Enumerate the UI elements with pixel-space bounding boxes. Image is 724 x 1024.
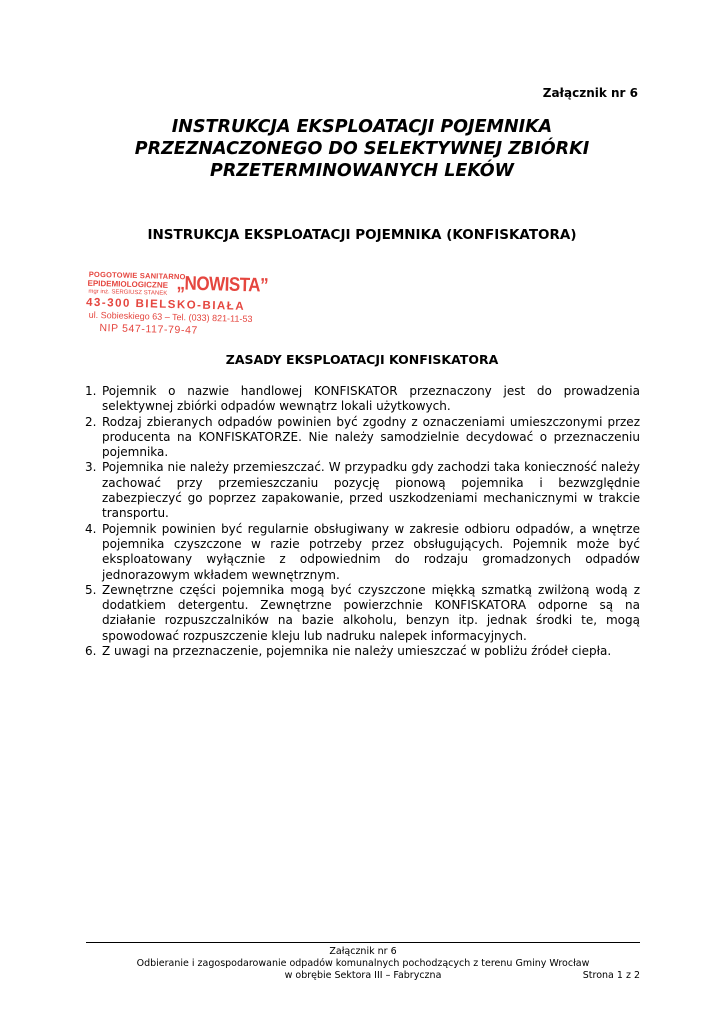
- list-item-text: Rodzaj zbieranych odpadów powinien być zgodny z oznaczeniami umieszczonymi przez producenta na KONFISKATORZE. Nie należy samodzielnie decydować o przeznaczeniu pojemnika.: [102, 414, 640, 460]
- attachment-label: Załącznik nr 6: [542, 86, 638, 100]
- document-title: [80, 116, 644, 182]
- title-line-2: PRZEZNACZONEGO DO SELEKTYWNEJ ZBIÓRKI: [134, 139, 590, 159]
- stamp-brand: „NOWISTA”: [176, 272, 269, 297]
- stamp-line-5: ul. Sobieskiego 63 – Tel. (033) 821-11-53: [88, 309, 253, 325]
- footer-line-1: Załącznik nr 6: [329, 946, 397, 957]
- list-item: [85, 415, 640, 461]
- list-item-text: Pojemnik powinien być regularnie obsługiwany w zakresie odbioru odpadów, a wnętrze pojemnika czyszczone w razie potrzeby przez obsługujących. Pojemnik może być eksploatowany wyłącznie z odpowiednim do rodzaju gromadzonych odpadów jednorazowym wkładem wewnętrznym.: [102, 521, 640, 582]
- list-item-number: 1.: [85, 384, 97, 398]
- page-number: Strona 1 z 2: [582, 970, 640, 981]
- title-line-1: INSTRUKCJA EKSPLOATACJI POJEMNIKA: [171, 117, 553, 137]
- list-item-text: Z uwagi na przeznaczenie, pojemnika nie należy umieszczać w pobliżu źródeł ciepła.: [102, 644, 612, 659]
- stamp-line-4: 43-300 BIELSKO-BIAŁA: [85, 296, 246, 313]
- document-subtitle: INSTRUKCJA EKSPLOATACJI POJEMNIKA (KONFISKATORA): [147, 227, 577, 243]
- footer-line-3: w obrębie Sektora III – Fabryczna: [284, 970, 442, 981]
- stamp-line-6: NIP 547-117-79-47: [99, 322, 199, 337]
- section-title: ZASADY EKSPLOATACJI KONFISKATORA: [225, 352, 499, 367]
- list-item: [85, 384, 640, 415]
- list-item-text: Pojemnik o nazwie handlowej KONFISKATOR przeznaczony jest do prowadzenia selektywnej zbiórki odpadów wewnątrz lokali użytkowych.: [102, 384, 640, 414]
- title-line-3: PRZETERMINOWANYCH LEKÓW: [210, 161, 514, 181]
- list-item: [85, 644, 640, 659]
- list-item: [85, 522, 640, 583]
- list-item-text: Pojemnika nie należy przemieszczać. W przypadku gdy zachodzi taka konieczność należy zachować przy przemieszczaniu pozycję pionową pojemnika i bezwzględnie zabezpieczyć go poprzez zapakowanie, przed uszkodzeniami mechanicznymi w trakcie transportu.: [102, 460, 640, 521]
- page-footer: [86, 946, 640, 982]
- footer-line-2: Odbieranie i zagospodarowanie odpadów komunalnych pochodzących z terenu Gminy Wrocław: [136, 958, 590, 969]
- company-stamp: [85, 269, 269, 343]
- rules-list: [85, 384, 640, 659]
- stamp-line-3: mgr inż. SERGIUSZ STANEK: [88, 288, 168, 297]
- stamp-line-2: EPIDEMIOLOGICZNE: [87, 278, 169, 290]
- list-item-text: Zewnętrzne części pojemnika mogą być czyszczone miękką szmatką zwilżoną wodą z dodatkiem detergentu. Zewnętrzne powierzchnie KONFISKATORA odporne są na działanie rozpuszczalników na bazie alkoholu, benzyn itp. jednak środki te, mogą spowodować rozpuszczenie kleju lub nadruku nalepek informacyjnych.: [102, 582, 640, 643]
- list-item-number: 3.: [85, 460, 97, 475]
- stamp-line-1: POGOTOWIE SANITARNO: [88, 269, 186, 282]
- list-item: [85, 460, 640, 521]
- list-item-number: 2.: [85, 414, 97, 429]
- list-item-number: 4.: [85, 521, 97, 536]
- list-item-number: 6.: [85, 644, 97, 659]
- list-item-number: 5.: [85, 582, 97, 597]
- footer-divider: [86, 942, 640, 943]
- list-item: [85, 583, 640, 644]
